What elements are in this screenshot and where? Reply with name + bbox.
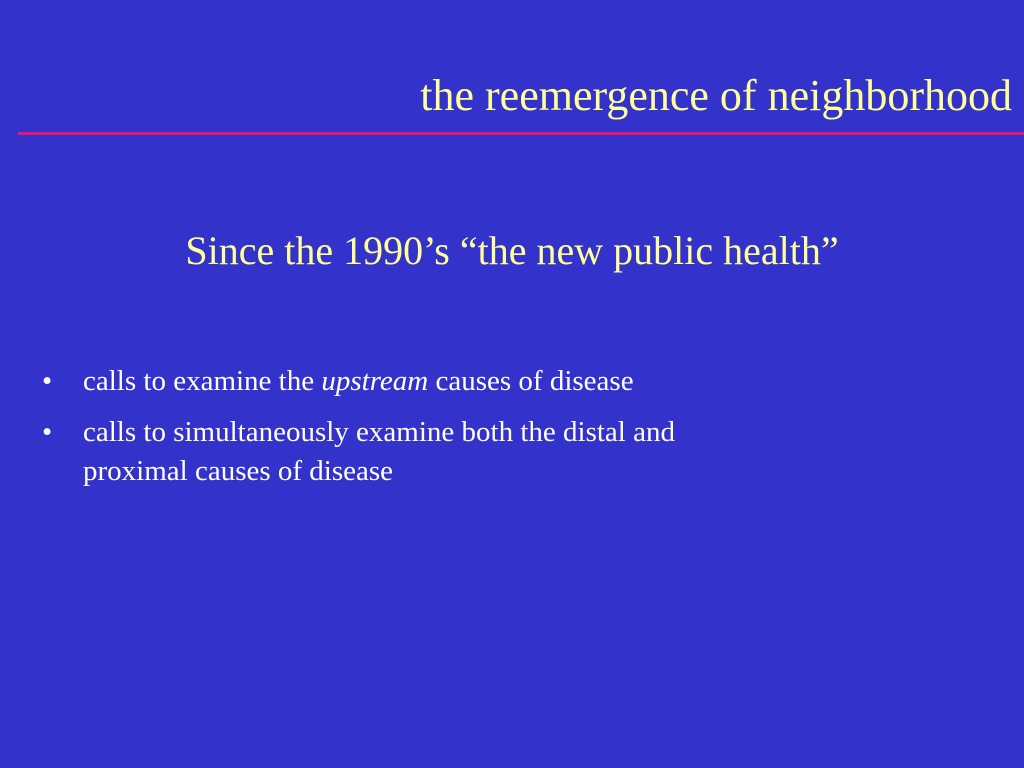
bullet-text bbox=[83, 416, 675, 487]
bullet-emphasis-upstream: upstream bbox=[321, 365, 429, 397]
title-divider-line bbox=[18, 132, 1024, 135]
bullet-text bbox=[83, 365, 634, 397]
slide-title: the reemergence of neighborhood bbox=[420, 71, 1012, 120]
bullet-list bbox=[42, 362, 942, 503]
bullet-marker-icon: • bbox=[42, 416, 53, 448]
bullet-marker-icon: • bbox=[42, 365, 53, 397]
bullet-text-line-2: proximal causes of disease bbox=[83, 455, 394, 487]
slide-subtitle: Since the 1990’s “the new public health” bbox=[185, 228, 839, 273]
bullet-item-distal-proximal bbox=[42, 413, 942, 491]
bullet-item-upstream-causes bbox=[42, 362, 942, 401]
bullet-text-tail: causes of disease bbox=[428, 365, 634, 397]
bullet-text-line-1: calls to simultaneously examine both the distal and bbox=[83, 416, 675, 448]
bullet-text-lead: calls to examine the bbox=[83, 365, 322, 397]
